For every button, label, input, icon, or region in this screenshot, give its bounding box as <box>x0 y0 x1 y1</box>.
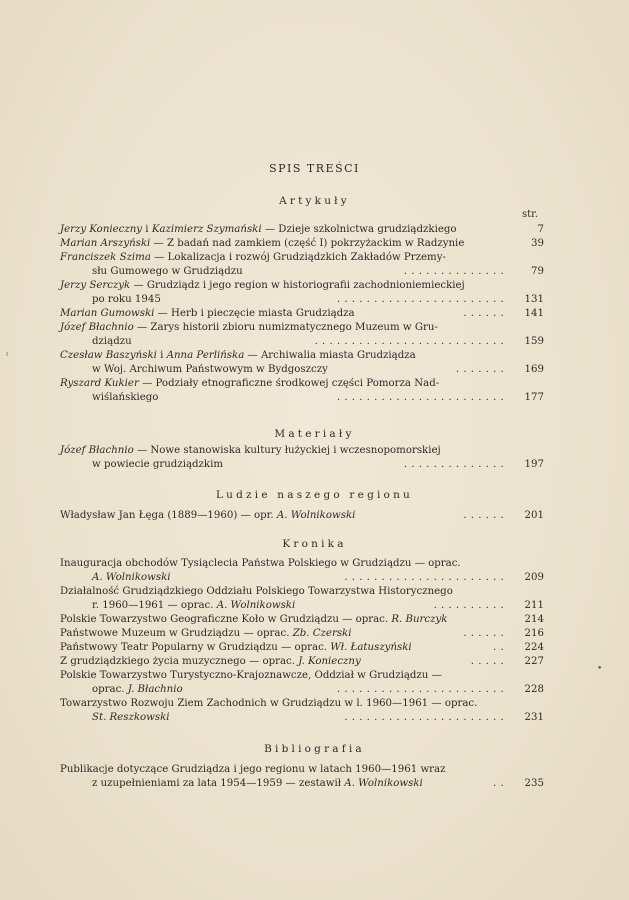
section-title-kronika: Kronika <box>282 538 347 550</box>
leader-dots: ....................... <box>336 684 508 695</box>
toc-entry-blachnio-luzycka-cont[interactable]: w powiecie grudziądzkim .............. 197 <box>92 459 544 470</box>
leader-dots: ...... <box>463 308 508 319</box>
page-number: 169 <box>524 364 544 375</box>
leader-dots: .......................... <box>314 336 508 347</box>
page-number: 209 <box>524 572 544 583</box>
toc-entry-serczyk-cont[interactable]: po roku 1945 ....................... 131 <box>92 294 544 305</box>
toc-entry-szima-cont[interactable]: słu Gumowego w Grudziądzu .............. 79 <box>92 266 544 277</box>
toc-entry-trzz[interactable]: Towarzystwo Rozwoju Ziem Zachodnich w Grudziądzu w l. 1960—1961 — oprac. <box>60 698 478 709</box>
page-number: 224 <box>524 642 544 653</box>
page-title: SPIS TREŚCI <box>269 162 360 175</box>
toc-entry-muzeum[interactable]: Państwowe Muzeum w Grudziądzu — oprac. Zb. Czerski ...... 216 <box>60 628 544 639</box>
toc-entry-teatr[interactable]: Państwowy Teatr Popularny w Grudziądzu — oprac. Wł. Łatuszyński .. 224 <box>60 642 544 653</box>
page-number: 231 <box>524 712 544 723</box>
toc-entry-kukier[interactable]: Ryszard Kukier — Podziały etnograficzne środkowej części Pomorza Nad- <box>60 378 440 389</box>
toc-entry-arszynski[interactable]: Marian Arszyński — Z badań nad zamkiem (część I) pokrzyżackim w Radzynie 39 <box>60 238 544 249</box>
toc-entry-publikacje[interactable]: Publikacje dotyczące Grudziądza i jego regionu w latach 1960—1961 wraz <box>60 764 446 775</box>
page-column-label: str. <box>522 209 539 220</box>
page-number: 227 <box>524 656 544 667</box>
page-number: 216 <box>524 628 544 639</box>
page-number: 228 <box>524 684 544 695</box>
page-number: 201 <box>524 510 544 521</box>
toc-entry-baszynski-perlinska[interactable]: Czesław Baszyński i Anna Perlińska — Archiwalia miasta Grudziądza <box>60 350 416 361</box>
toc-entry-blachnio-numizmat[interactable]: Józef Błachnio — Zarys historii zbioru numizmatycznego Muzeum w Gru- <box>60 322 438 333</box>
section-title-bibliografia: Bibliografia <box>264 743 365 755</box>
leader-dots: .......... <box>433 600 508 611</box>
page-number: 211 <box>524 600 544 611</box>
leader-dots: ...... <box>463 510 508 521</box>
toc-entry-trzz-cont[interactable]: St. Reszkowski ...................... 231 <box>92 712 544 723</box>
margin-spot: • <box>597 664 603 674</box>
toc-entry-muzyka[interactable]: Z grudziądzkiego życia muzycznego — oprac. J. Konieczny ..... 227 <box>60 656 544 667</box>
leader-dots: ....... <box>455 364 508 375</box>
section-title-materialy: Materiały <box>274 428 355 440</box>
toc-entry-pth-cont[interactable]: r. 1960—1961 — oprac. A. Wolnikowski .......... 211 <box>92 600 544 611</box>
toc-entry-blachnio-luzycka[interactable]: Józef Błachnio — Nowe stanowiska kultury łużyckiej i wczesnopomorskiej <box>60 445 441 456</box>
section-title-ludzie: Ludzie naszego regionu <box>216 489 413 501</box>
toc-entry-kukier-cont[interactable]: wiślańskiego ....................... 177 <box>92 392 544 403</box>
leader-dots: ...... <box>463 628 508 639</box>
toc-entry-serczyk[interactable]: Jerzy Serczyk — Grudziądz i jego region w historiografii zachodnioniemieckiej <box>60 280 465 291</box>
toc-entry-konieczny-szymanski[interactable]: Jerzy Konieczny i Kazimierz Szymański — Dzieje szkolnictwa grudziądzkiego 7 <box>60 224 544 235</box>
leader-dots: .. <box>493 642 508 653</box>
leader-dots: ...................... <box>344 572 508 583</box>
page-number: 214 <box>524 614 544 625</box>
toc-entry-pttk-cont[interactable]: oprac. J. Błachnio ....................... 228 <box>92 684 544 695</box>
leader-dots: .. <box>493 778 508 789</box>
toc-entry-blachnio-numizmat-cont[interactable]: dziądzu .......................... 159 <box>92 336 544 347</box>
toc-entry-publikacje-cont[interactable]: z uzupełnieniami za lata 1954—1959 — zestawił A. Wolnikowski .. 235 <box>92 778 544 789</box>
page-number: 131 <box>524 294 544 305</box>
page-number: 39 <box>531 238 544 249</box>
toc-entry-pth[interactable]: Działalność Grudziądzkiego Oddziału Polskiego Towarzystwa Historycznego <box>60 586 453 597</box>
toc-entry-szima[interactable]: Franciszek Szima — Lokalizacja i rozwój Grudziądzkich Zakładów Przemy- <box>60 252 446 263</box>
leader-dots: ....................... <box>336 294 508 305</box>
page-number: 141 <box>524 308 544 319</box>
toc-entry-lega[interactable]: Władysław Jan Łęga (1889—1960) — opr. A. Wolnikowski ...... 201 <box>60 510 544 521</box>
toc-entry-pttk[interactable]: Polskie Towarzystwo Turystyczno-Krajoznawcze, Oddział w Grudziądzu — <box>60 670 442 681</box>
page-number: 79 <box>531 266 544 277</box>
page-number: 177 <box>524 392 544 403</box>
page-number: 159 <box>524 336 544 347</box>
leader-dots: ...................... <box>344 712 508 723</box>
page-number: 7 <box>537 224 544 235</box>
leader-dots: ....................... <box>336 392 508 403</box>
page-number: 197 <box>524 459 544 470</box>
page-number: 235 <box>524 778 544 789</box>
leader-dots: ..... <box>470 656 508 667</box>
leader-dots: .............. <box>403 266 508 277</box>
margin-mark: ˀ <box>6 352 9 362</box>
toc-entry-gumowski[interactable]: Marian Gumowski — Herb i pieczęcie miasta Grudziądza ...... 141 <box>60 308 544 319</box>
leader-dots: .............. <box>403 459 508 470</box>
toc-entry-inauguracja-cont[interactable]: A. Wolnikowski ...................... 209 <box>92 572 544 583</box>
section-title-artykuly: Artykuły <box>279 195 350 207</box>
toc-entry-baszynski-cont[interactable]: w Woj. Archiwum Państwowym w Bydgoszczy ....... 169 <box>92 364 544 375</box>
toc-entry-ptg[interactable]: Polskie Towarzystwo Geograficzne Koło w Grudziądzu — oprac. R. Burczyk 214 <box>60 614 544 625</box>
toc-entry-inauguracja[interactable]: Inauguracja obchodów Tysiąclecia Państwa Polskiego w Grudziądzu — oprac. <box>60 558 461 569</box>
